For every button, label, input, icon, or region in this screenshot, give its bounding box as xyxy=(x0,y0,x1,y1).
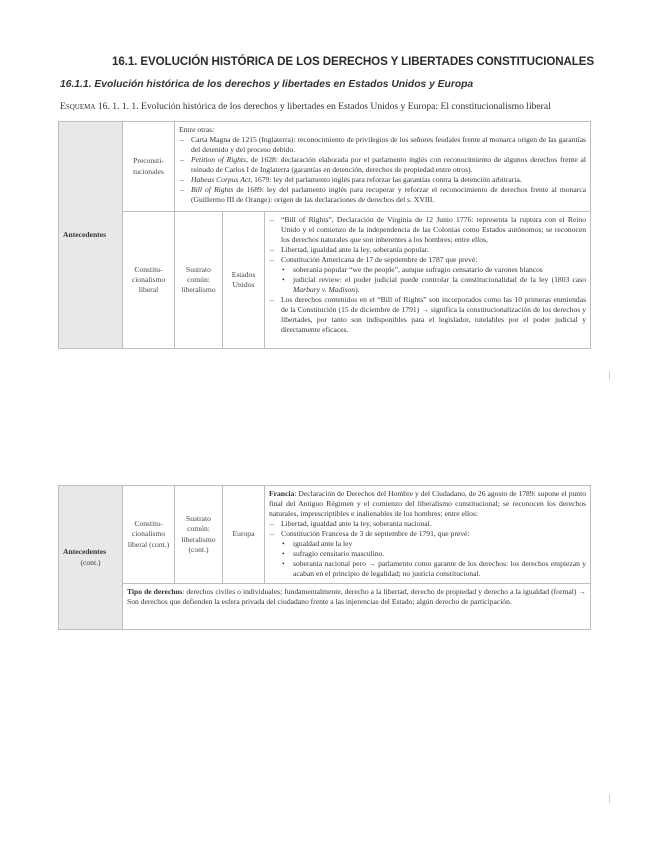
item-text: soberanía popular “we the people”, aunque sufragio censatario de varones blancos xyxy=(293,265,543,275)
europe-list xyxy=(269,519,586,579)
tipo-derechos-text: : derechos civiles o individuales; fundamentalmente, derecho a la libertad, derecho de propiedad y derecho a la igualdad (formal) → Son derechos que defienden la esfera privada del ciudadano frente a las injerencias del Estado; algún derecho de participación. xyxy=(127,587,586,607)
item-after: ). xyxy=(355,285,360,295)
item-text: Carta Magna de 1215 (Inglaterra): reconocimiento de privilegios de los señores feudales frente al monarca origen de las garantías del detenido y del proceso debido. xyxy=(191,135,587,155)
constitucionalismo-cont-cell xyxy=(123,486,175,584)
antecedentes-cell xyxy=(59,122,123,349)
antecedentes-cont-cell xyxy=(59,486,123,630)
scheme-caption xyxy=(60,101,551,112)
us-list xyxy=(269,215,586,335)
pre-intro: Entre otras: xyxy=(179,125,215,134)
europe-intro-text: : Declaración de Derechos del Hombre y del Ciudadano, de 26 agosto de 1789: supone el punto final del Antiguo Régimen y el comienzo del liberalismo constitucional; se reconocen los derechos naturales, imprescriptibles e inalienables de los hombres; entre ellos: xyxy=(269,489,586,519)
pre-list xyxy=(179,135,586,205)
antecedentes-label: Antecedentes xyxy=(63,229,107,239)
list-item xyxy=(269,559,586,579)
europe-intro-bold: Francia xyxy=(269,489,295,498)
preconstitucionales-cell xyxy=(123,122,175,212)
sustrato-cont-cell xyxy=(175,486,223,584)
preconstitucionales-label: Preconsti-tucionales xyxy=(133,156,164,176)
caption-label: Esquema xyxy=(60,101,96,112)
item-text: Libertad, igualdad ante la ley, soberanía nacional. xyxy=(281,519,432,529)
scheme-table-2 xyxy=(58,485,591,630)
scheme-table-1 xyxy=(58,121,591,349)
list-item xyxy=(269,255,586,265)
list-item xyxy=(269,215,586,245)
constitucionalismo-cont-label: Constitu-cionalismo liberal (cont.) xyxy=(127,519,170,549)
list-item xyxy=(179,175,586,185)
list-item xyxy=(269,295,586,335)
item-text: , 1679: ley del parlamento inglés para reforzar las garantías contra la detención arbitraria. xyxy=(250,175,522,185)
list-item xyxy=(269,539,586,549)
item-text: de 1689: ley del parlamento inglés para recuperar y reforzar el reconocimiento de derechos frente al monarca (Guillermo III de Orange): origen de las declaraciones de derechos del s. XVIII. xyxy=(191,185,587,205)
item-text: “Bill of Rights”, Declaración de Virginia de 12 Junio 1776: representa la ruptura con el Reino Unido y el comienzo de la independencia de las Colonias como Estados autónomos; se reconocen los derechos naturales que son inherentes a los hombres; entre ellos, xyxy=(281,215,587,245)
subsection-heading: 16.1.1. Evolución histórica de los derechos y libertades en Estados Unidos y Europa xyxy=(60,79,474,90)
list-item xyxy=(269,549,586,559)
constitucionalismo-cell xyxy=(123,212,175,349)
list-item xyxy=(179,155,586,175)
item-text: Constitución Americana de 17 de septiembre de 1787 que prevé: xyxy=(281,255,478,265)
europe-content xyxy=(265,486,591,584)
item-text: Constitución Francesa de 3 de septiembre de 1791, que prevé: xyxy=(281,529,470,539)
antecedentes-cont-sub: (cont.) xyxy=(80,557,101,567)
caption-number: 16. 1. 1. 1. xyxy=(97,101,139,112)
europe-intro xyxy=(269,489,586,519)
region-label-europe: Europa xyxy=(232,529,255,539)
us-content xyxy=(265,212,591,349)
item-lead: Petition of Rights xyxy=(191,155,246,165)
margin-marker xyxy=(609,794,610,803)
antecedentes-cont-label: Antecedentes xyxy=(63,547,107,557)
margin-marker xyxy=(609,371,610,380)
item-text: igualdad ante la ley xyxy=(293,539,353,549)
item-italic: Marbury v. Madison xyxy=(293,285,356,295)
section-heading: 16.1. EVOLUCIÓN HISTÓRICA DE LOS DERECHOS Y LIBERTADES CONSTITUCIONALES xyxy=(112,55,595,68)
region-cell-us xyxy=(223,212,265,349)
list-item xyxy=(269,519,586,529)
list-item xyxy=(179,135,586,155)
list-item xyxy=(269,265,586,275)
list-item xyxy=(179,185,586,205)
item-lead: Habeas Corpus Act xyxy=(191,175,251,185)
item-text: sufragio censitario masculino. xyxy=(293,549,385,559)
item-text: Libertad, igualdad ante la ley, soberanía popular. xyxy=(281,245,429,255)
region-cell-europe xyxy=(223,486,265,584)
constitucionalismo-label: Constitu-cionalismo liberal xyxy=(131,264,166,294)
item-text: judicial review: el poder judicial puede controlar la constitucionalidad de la ley (1803 caso xyxy=(293,275,587,285)
list-item xyxy=(269,245,586,255)
region-label-us: Estados Unidos xyxy=(231,269,256,289)
sustrato-cont-label: Sustrato común: liberalismo (cont.) xyxy=(181,514,216,554)
tipo-derechos-bold: Tipo de derechos xyxy=(127,587,183,596)
item-text: Los derechos contenidos en el “Bill of Rights” son incorporados como las 10 primeras enmiendas de la Constitución (15 de diciembre de 1791) → significa la constitucionalización de los derechos y libertades, por tanto son indisponibles para el legislador, tutelables por el poder judicial y directamente eficaces. xyxy=(281,295,587,335)
list-item xyxy=(269,275,586,295)
sustrato-cell xyxy=(175,212,223,349)
list-item xyxy=(269,529,586,539)
item-text: , de 1628: declaración elaborada por el parlamento inglés con reconocimiento de algunos derechos frente al reinado de Carlos I de Inglaterra (garantías en detención, derechos de propiedad entre otros). xyxy=(191,155,587,175)
caption-text: Evolución histórica de los derechos y libertades en Estados Unidos y Europa: El constitucionalismo liberal xyxy=(141,101,551,112)
tipo-derechos-cell xyxy=(123,584,591,630)
preconstitucionales-content xyxy=(175,122,591,212)
item-text: soberanía nacional pero → parlamento como garante de los derechos: los derechos empiezan y acaban en el principio de legalidad; no justicia constitucional. xyxy=(293,559,586,579)
item-lead: Bill of Rights xyxy=(191,185,234,195)
sustrato-label: Sustrato común: liberalismo xyxy=(181,264,216,294)
